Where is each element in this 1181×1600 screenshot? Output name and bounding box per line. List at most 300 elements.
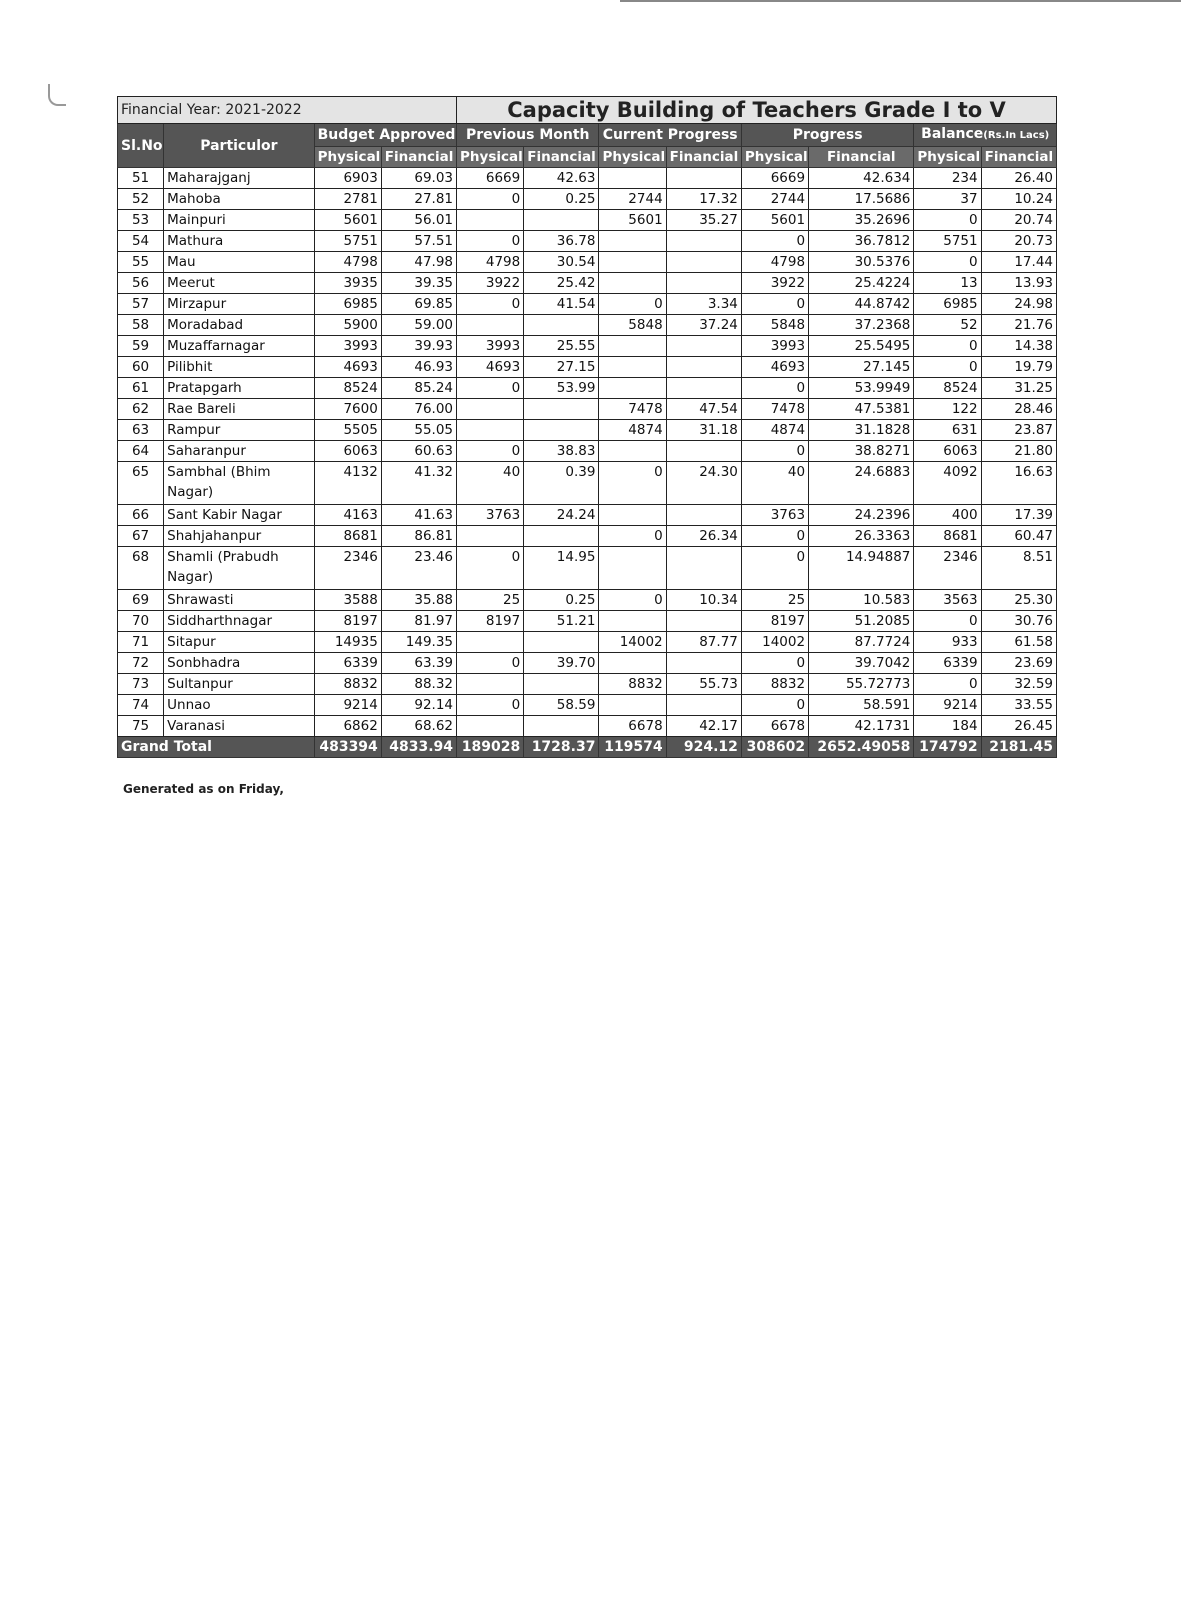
current-financial-cell: 24.30 [666, 462, 741, 505]
balance-financial-cell: 26.45 [981, 716, 1056, 737]
generated-note: Generated as on Friday, [123, 782, 284, 796]
previous-physical-cell: 6669 [457, 168, 524, 189]
sl-no-cell: 51 [118, 168, 164, 189]
balance-physical-cell: 0 [914, 336, 981, 357]
current-financial-cell: 17.32 [666, 189, 741, 210]
current-financial-cell [666, 547, 741, 590]
balance-physical-cell: 0 [914, 611, 981, 632]
previous-financial-cell: 38.83 [524, 441, 599, 462]
current-financial-cell: 87.77 [666, 632, 741, 653]
current-physical-cell: 0 [599, 462, 666, 505]
scan-corner-mark [48, 84, 66, 106]
current-physical-cell [599, 441, 666, 462]
table-row [118, 420, 1057, 441]
total-previous-financial: 1728.37 [524, 737, 599, 758]
current-physical-cell [599, 653, 666, 674]
progress-physical-cell: 0 [741, 547, 808, 590]
previous-financial-cell [524, 716, 599, 737]
balance-physical-cell: 933 [914, 632, 981, 653]
table-row [118, 632, 1057, 653]
title-bar [118, 97, 1057, 124]
current-financial-cell: 55.73 [666, 674, 741, 695]
current-financial-cell [666, 378, 741, 399]
previous-physical-cell: 0 [457, 189, 524, 210]
balance-financial-cell: 25.30 [981, 590, 1056, 611]
progress-physical-cell: 40 [741, 462, 808, 505]
balance-financial-cell: 30.76 [981, 611, 1056, 632]
district-cell: Saharanpur [164, 441, 314, 462]
balance-physical-cell: 8681 [914, 526, 981, 547]
district-cell: Mirzapur [164, 294, 314, 315]
district-cell: Mathura [164, 231, 314, 252]
progress-financial-cell: 14.94887 [809, 547, 914, 590]
progress-financial-cell: 10.583 [809, 590, 914, 611]
previous-physical-cell: 0 [457, 231, 524, 252]
district-cell: Varanasi [164, 716, 314, 737]
district-cell: Mahoba [164, 189, 314, 210]
sl-no-cell: 74 [118, 695, 164, 716]
previous-physical-cell: 0 [457, 441, 524, 462]
current-financial-cell: 47.54 [666, 399, 741, 420]
current-physical-cell [599, 547, 666, 590]
sl-no-cell: 70 [118, 611, 164, 632]
progress-physical-cell: 5848 [741, 315, 808, 336]
balance-financial-cell: 10.24 [981, 189, 1056, 210]
budget-physical-cell: 5601 [314, 210, 381, 231]
current-progress-header: Current Progress [599, 124, 741, 147]
current-financial-cell [666, 252, 741, 273]
previous-physical-cell [457, 526, 524, 547]
budget-financial-cell: 41.32 [381, 462, 456, 505]
current-physical-cell [599, 611, 666, 632]
previous-financial-cell: 0.39 [524, 462, 599, 505]
progress-physical-cell: 8197 [741, 611, 808, 632]
budget-physical-cell: 2346 [314, 547, 381, 590]
table-row [118, 716, 1057, 737]
balance-financial-cell: 32.59 [981, 674, 1056, 695]
sl-no-cell: 63 [118, 420, 164, 441]
previous-financial-cell: 25.42 [524, 273, 599, 294]
budget-financial-cell: 149.35 [381, 632, 456, 653]
balance-physical-cell: 234 [914, 168, 981, 189]
progress-financial-cell: 24.6883 [809, 462, 914, 505]
current-physical-cell: 6678 [599, 716, 666, 737]
budget-physical-cell: 3935 [314, 273, 381, 294]
balance-physical-header: Physical [914, 147, 981, 168]
budget-financial-cell: 39.93 [381, 336, 456, 357]
table-row [118, 273, 1057, 294]
district-cell: Mau [164, 252, 314, 273]
balance-financial-cell: 17.39 [981, 505, 1056, 526]
sl-no-cell: 73 [118, 674, 164, 695]
balance-physical-cell: 6063 [914, 441, 981, 462]
balance-financial-cell: 28.46 [981, 399, 1056, 420]
progress-header: Progress [741, 124, 914, 147]
progress-physical-cell: 2744 [741, 189, 808, 210]
district-cell: Mainpuri [164, 210, 314, 231]
current-financial-header: Financial [666, 147, 741, 168]
current-physical-cell: 7478 [599, 399, 666, 420]
progress-financial-cell: 17.5686 [809, 189, 914, 210]
current-financial-cell: 26.34 [666, 526, 741, 547]
current-financial-cell [666, 336, 741, 357]
progress-financial-cell: 58.591 [809, 695, 914, 716]
balance-header [914, 124, 1057, 147]
current-financial-cell [666, 505, 741, 526]
previous-financial-cell [524, 674, 599, 695]
budget-financial-cell: 92.14 [381, 695, 456, 716]
progress-physical-cell: 7478 [741, 399, 808, 420]
sl-no-cell: 64 [118, 441, 164, 462]
budget-physical-cell: 8524 [314, 378, 381, 399]
grand-total-row [118, 737, 1057, 758]
table-row [118, 399, 1057, 420]
current-financial-cell [666, 168, 741, 189]
previous-financial-cell [524, 420, 599, 441]
balance-physical-cell: 400 [914, 505, 981, 526]
report-sheet [117, 96, 1057, 758]
balance-physical-cell: 2346 [914, 547, 981, 590]
progress-physical-cell: 4874 [741, 420, 808, 441]
budget-physical-cell: 2781 [314, 189, 381, 210]
budget-physical-cell: 3993 [314, 336, 381, 357]
balance-financial-header: Financial [981, 147, 1056, 168]
progress-physical-cell: 6669 [741, 168, 808, 189]
budget-financial-cell: 56.01 [381, 210, 456, 231]
previous-month-header: Previous Month [457, 124, 599, 147]
table-row [118, 336, 1057, 357]
current-physical-cell [599, 273, 666, 294]
balance-physical-cell: 6985 [914, 294, 981, 315]
progress-financial-cell: 53.9949 [809, 378, 914, 399]
balance-financial-cell: 17.44 [981, 252, 1056, 273]
budget-financial-cell: 27.81 [381, 189, 456, 210]
balance-financial-cell: 20.73 [981, 231, 1056, 252]
balance-financial-cell: 26.40 [981, 168, 1056, 189]
progress-physical-cell: 3922 [741, 273, 808, 294]
current-physical-cell: 5601 [599, 210, 666, 231]
balance-physical-cell: 9214 [914, 695, 981, 716]
balance-physical-cell: 4092 [914, 462, 981, 505]
budget-physical-cell: 8832 [314, 674, 381, 695]
total-balance-physical: 174792 [914, 737, 981, 758]
sl-no-cell: 58 [118, 315, 164, 336]
sl-no-cell: 57 [118, 294, 164, 315]
table-row [118, 653, 1057, 674]
previous-financial-cell [524, 315, 599, 336]
previous-physical-cell [457, 315, 524, 336]
table-row [118, 526, 1057, 547]
budget-financial-cell: 41.63 [381, 505, 456, 526]
progress-financial-cell: 26.3363 [809, 526, 914, 547]
district-cell: Siddharthnagar [164, 611, 314, 632]
progress-physical-cell: 3763 [741, 505, 808, 526]
current-physical-cell: 4874 [599, 420, 666, 441]
current-physical-cell: 0 [599, 526, 666, 547]
progress-financial-cell: 27.145 [809, 357, 914, 378]
current-financial-cell: 3.34 [666, 294, 741, 315]
previous-financial-cell [524, 399, 599, 420]
previous-physical-cell: 0 [457, 547, 524, 590]
current-financial-cell: 37.24 [666, 315, 741, 336]
budget-financial-cell: 69.85 [381, 294, 456, 315]
balance-financial-cell: 16.63 [981, 462, 1056, 505]
progress-financial-cell: 31.1828 [809, 420, 914, 441]
district-cell: Pratapgarh [164, 378, 314, 399]
balance-physical-cell: 52 [914, 315, 981, 336]
balance-financial-cell: 61.58 [981, 632, 1056, 653]
budget-financial-cell: 60.63 [381, 441, 456, 462]
current-physical-cell: 8832 [599, 674, 666, 695]
budget-physical-cell: 6862 [314, 716, 381, 737]
budget-physical-cell: 4798 [314, 252, 381, 273]
table-row [118, 462, 1057, 505]
district-cell: Pilibhit [164, 357, 314, 378]
progress-financial-cell: 39.7042 [809, 653, 914, 674]
budget-financial-cell: 47.98 [381, 252, 456, 273]
balance-financial-cell: 21.76 [981, 315, 1056, 336]
balance-financial-cell: 23.87 [981, 420, 1056, 441]
balance-financial-cell: 21.80 [981, 441, 1056, 462]
balance-financial-cell: 20.74 [981, 210, 1056, 231]
total-budget-financial: 4833.94 [381, 737, 456, 758]
progress-physical-cell: 6678 [741, 716, 808, 737]
current-financial-cell: 10.34 [666, 590, 741, 611]
district-cell: Sonbhadra [164, 653, 314, 674]
current-physical-cell [599, 252, 666, 273]
table-row [118, 590, 1057, 611]
budget-physical-cell: 5505 [314, 420, 381, 441]
budget-financial-cell: 86.81 [381, 526, 456, 547]
balance-physical-cell: 184 [914, 716, 981, 737]
budget-financial-cell: 69.03 [381, 168, 456, 189]
progress-physical-cell: 0 [741, 441, 808, 462]
balance-label: Balance [921, 126, 984, 142]
column-group-header [118, 124, 1057, 147]
budget-financial-cell: 39.35 [381, 273, 456, 294]
progress-table [117, 96, 1057, 758]
balance-physical-cell: 8524 [914, 378, 981, 399]
sl-no-cell: 59 [118, 336, 164, 357]
progress-financial-cell: 51.2085 [809, 611, 914, 632]
balance-financial-cell: 19.79 [981, 357, 1056, 378]
budget-physical-cell: 6985 [314, 294, 381, 315]
budget-physical-cell: 4163 [314, 505, 381, 526]
grand-total-label: Grand Total [118, 737, 315, 758]
particular-header: Particulor [164, 124, 314, 168]
previous-physical-cell: 0 [457, 378, 524, 399]
previous-physical-cell [457, 716, 524, 737]
previous-physical-cell: 3922 [457, 273, 524, 294]
total-progress-physical: 308602 [741, 737, 808, 758]
budget-physical-cell: 5900 [314, 315, 381, 336]
budget-financial-cell: 68.62 [381, 716, 456, 737]
current-financial-cell [666, 695, 741, 716]
sl-no-cell: 54 [118, 231, 164, 252]
table-row [118, 674, 1057, 695]
previous-financial-cell: 51.21 [524, 611, 599, 632]
budget-approved-header: Budget Approved [314, 124, 456, 147]
previous-physical-cell [457, 210, 524, 231]
progress-physical-header: Physical [741, 147, 808, 168]
district-cell: Sultanpur [164, 674, 314, 695]
previous-physical-cell [457, 420, 524, 441]
table-row [118, 210, 1057, 231]
current-financial-cell [666, 357, 741, 378]
budget-physical-cell: 6339 [314, 653, 381, 674]
progress-financial-cell: 42.634 [809, 168, 914, 189]
balance-physical-cell: 631 [914, 420, 981, 441]
current-financial-cell [666, 653, 741, 674]
sl-no-cell: 62 [118, 399, 164, 420]
district-cell: Shahjahanpur [164, 526, 314, 547]
sl-no-cell: 56 [118, 273, 164, 294]
balance-unit: (Rs.In Lacs) [983, 130, 1050, 141]
district-cell: Rampur [164, 420, 314, 441]
budget-financial-cell: 57.51 [381, 231, 456, 252]
progress-physical-cell: 8832 [741, 674, 808, 695]
page-edge-line [620, 0, 1181, 2]
balance-physical-cell: 6339 [914, 653, 981, 674]
previous-financial-cell: 14.95 [524, 547, 599, 590]
budget-financial-cell: 88.32 [381, 674, 456, 695]
previous-financial-cell: 0.25 [524, 189, 599, 210]
sl-no-cell: 66 [118, 505, 164, 526]
progress-physical-cell: 14002 [741, 632, 808, 653]
district-cell: Unnao [164, 695, 314, 716]
previous-financial-cell: 58.59 [524, 695, 599, 716]
district-cell: Muzaffarnagar [164, 336, 314, 357]
sl-no-cell: 67 [118, 526, 164, 547]
budget-physical-cell: 14935 [314, 632, 381, 653]
sl-no-cell: 55 [118, 252, 164, 273]
previous-physical-cell: 0 [457, 294, 524, 315]
sl-no-cell: 75 [118, 716, 164, 737]
previous-financial-cell [524, 210, 599, 231]
table-row [118, 611, 1057, 632]
previous-physical-cell: 4693 [457, 357, 524, 378]
current-financial-cell [666, 611, 741, 632]
report-title: Capacity Building of Teachers Grade I to V [457, 97, 1057, 124]
table-row [118, 189, 1057, 210]
budget-physical-cell: 3588 [314, 590, 381, 611]
balance-physical-cell: 0 [914, 357, 981, 378]
current-physical-cell [599, 695, 666, 716]
balance-financial-cell: 14.38 [981, 336, 1056, 357]
balance-physical-cell: 0 [914, 674, 981, 695]
progress-financial-cell: 47.5381 [809, 399, 914, 420]
balance-financial-cell: 13.93 [981, 273, 1056, 294]
previous-financial-cell [524, 632, 599, 653]
balance-financial-cell: 23.69 [981, 653, 1056, 674]
balance-financial-cell: 31.25 [981, 378, 1056, 399]
balance-physical-cell: 13 [914, 273, 981, 294]
budget-physical-cell: 8197 [314, 611, 381, 632]
current-physical-cell: 2744 [599, 189, 666, 210]
sl-no-cell: 65 [118, 462, 164, 505]
balance-financial-cell: 8.51 [981, 547, 1056, 590]
progress-financial-cell: 24.2396 [809, 505, 914, 526]
district-cell: Sitapur [164, 632, 314, 653]
balance-physical-cell: 3563 [914, 590, 981, 611]
budget-financial-cell: 35.88 [381, 590, 456, 611]
table-row [118, 441, 1057, 462]
table-row [118, 294, 1057, 315]
progress-financial-cell: 30.5376 [809, 252, 914, 273]
budget-physical-cell: 4693 [314, 357, 381, 378]
progress-financial-cell: 55.72773 [809, 674, 914, 695]
sl-no-cell: 72 [118, 653, 164, 674]
previous-physical-cell: 25 [457, 590, 524, 611]
progress-physical-cell: 0 [741, 653, 808, 674]
total-progress-financial: 2652.49058 [809, 737, 914, 758]
table-row [118, 315, 1057, 336]
district-cell: Moradabad [164, 315, 314, 336]
budget-physical-cell: 5751 [314, 231, 381, 252]
budget-physical-cell: 7600 [314, 399, 381, 420]
budget-physical-cell: 8681 [314, 526, 381, 547]
table-row [118, 357, 1057, 378]
total-current-financial: 924.12 [666, 737, 741, 758]
budget-financial-cell: 46.93 [381, 357, 456, 378]
previous-physical-cell [457, 674, 524, 695]
previous-physical-cell: 40 [457, 462, 524, 505]
balance-financial-cell: 60.47 [981, 526, 1056, 547]
previous-physical-cell: 0 [457, 695, 524, 716]
progress-financial-cell: 87.7724 [809, 632, 914, 653]
current-physical-header: Physical [599, 147, 666, 168]
budget-financial-header: Financial [381, 147, 456, 168]
balance-physical-cell: 5751 [914, 231, 981, 252]
progress-financial-cell: 37.2368 [809, 315, 914, 336]
progress-financial-cell: 42.1731 [809, 716, 914, 737]
current-physical-cell [599, 168, 666, 189]
current-physical-cell [599, 336, 666, 357]
previous-financial-cell: 24.24 [524, 505, 599, 526]
total-budget-physical: 483394 [314, 737, 381, 758]
table-row [118, 252, 1057, 273]
district-cell: Sant Kabir Nagar [164, 505, 314, 526]
current-physical-cell [599, 505, 666, 526]
balance-physical-cell: 122 [914, 399, 981, 420]
sl-no-header: Sl.No [118, 124, 164, 168]
current-financial-cell: 35.27 [666, 210, 741, 231]
sl-no-cell: 53 [118, 210, 164, 231]
previous-physical-cell: 3763 [457, 505, 524, 526]
progress-physical-cell: 3993 [741, 336, 808, 357]
previous-financial-cell: 27.15 [524, 357, 599, 378]
budget-financial-cell: 81.97 [381, 611, 456, 632]
district-cell: Shamli (Prabudh Nagar) [164, 547, 314, 590]
progress-physical-cell: 5601 [741, 210, 808, 231]
progress-financial-cell: 44.8742 [809, 294, 914, 315]
progress-physical-cell: 4693 [741, 357, 808, 378]
district-cell: Shrawasti [164, 590, 314, 611]
previous-physical-header: Physical [457, 147, 524, 168]
previous-physical-cell: 3993 [457, 336, 524, 357]
budget-financial-cell: 76.00 [381, 399, 456, 420]
financial-year: Financial Year: 2021-2022 [118, 97, 457, 124]
table-row [118, 695, 1057, 716]
sl-no-cell: 71 [118, 632, 164, 653]
previous-physical-cell [457, 399, 524, 420]
previous-financial-cell: 53.99 [524, 378, 599, 399]
previous-financial-cell: 39.70 [524, 653, 599, 674]
progress-physical-cell: 0 [741, 526, 808, 547]
current-financial-cell: 31.18 [666, 420, 741, 441]
budget-physical-cell: 6063 [314, 441, 381, 462]
table-row [118, 547, 1057, 590]
